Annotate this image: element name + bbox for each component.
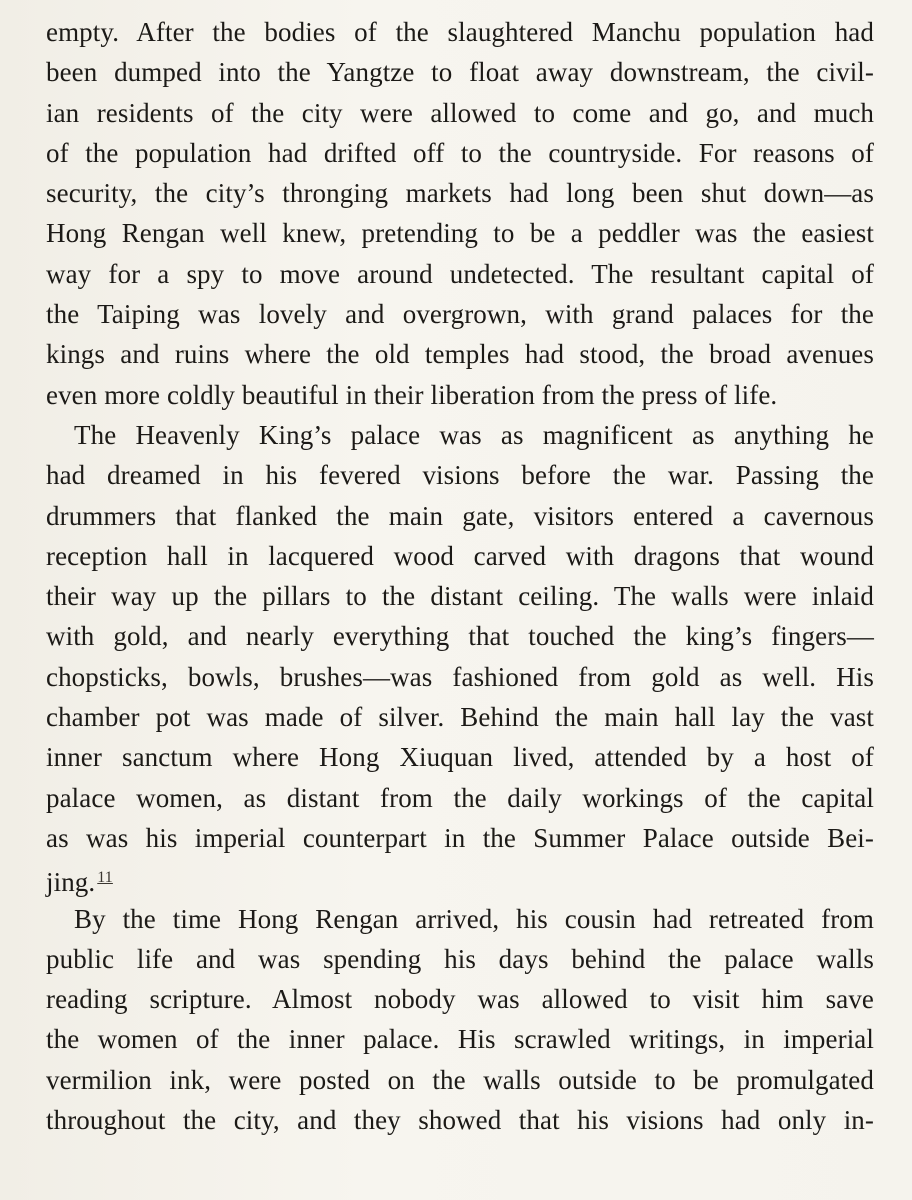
text-line: chamber pot was made of silver. Behind the main hall lay the vast [46,702,874,733]
text-line: empty. After the bodies of the slaughtered Manchu population had [46,17,874,47]
text-line: jing. [46,867,96,898]
text-line: the Taiping was lovely and overgrown, with grand palaces for the [46,299,874,330]
text-line: chopsticks, bowls, brushes—was fashioned from gold as well. His [46,661,874,692]
text-line: reception hall in lacquered wood carved with dragons that wound [46,540,874,571]
text-line: as was his imperial counterpart in the Summer Palace outside Bei- [46,822,874,853]
text-line: been dumped into the Yangtze to float away downstream, the civil- [46,57,874,88]
text-line: their way up the pillars to the distant ceiling. The walls were inlaid [46,581,874,612]
text-line: security, the city’s thronging markets had long been shut down—as [46,178,874,209]
paragraph [46,12,874,415]
text-line: palace women, as distant from the daily workings of the capital [46,782,874,813]
text-line: of the population had drifted off to the countryside. For reasons of [46,137,874,168]
text-line: By the time Hong Rengan arrived, his cousin had retreated from [74,903,874,934]
paragraph [46,899,874,1141]
text-line: reading scripture. Almost nobody was allowed to visit him save [46,984,874,1015]
text-line: drummers that flanked the main gate, visitors entered a cavernous [46,500,874,531]
text-line: public life and was spending his days behind the palace walls [46,943,874,974]
paragraph [46,415,874,899]
text-line: kings and ruins where the old temples had stood, the broad avenues [46,339,874,370]
text-line: way for a spy to move around undetected. The resultant capital of [46,258,874,289]
text-line: even more coldly beautiful in their liberation from the press of life. [46,379,778,410]
text-line: with gold, and nearly everything that touched the king’s fingers— [46,621,874,652]
text-line: throughout the city, and they showed that his visions had only in- [46,1105,874,1136]
text-line: ian residents of the city were allowed to come and go, and much [46,97,874,128]
text-line-final [46,858,874,898]
text-line: The Heavenly King’s palace was as magnificent as anything he [74,419,874,450]
text-line: vermilion ink, were posted on the walls outside to be promulgated [46,1064,874,1095]
footnote-link[interactable]: 11 [97,869,113,887]
text-line: Hong Rengan well knew, pretending to be a peddler was the easiest [46,218,874,249]
text-line: the women of the inner palace. His scrawled writings, in imperial [46,1024,874,1055]
text-line: inner sanctum where Hong Xiuquan lived, attended by a host of [46,742,874,773]
text-line: had dreamed in his fevered visions before the war. Passing the [46,460,874,491]
